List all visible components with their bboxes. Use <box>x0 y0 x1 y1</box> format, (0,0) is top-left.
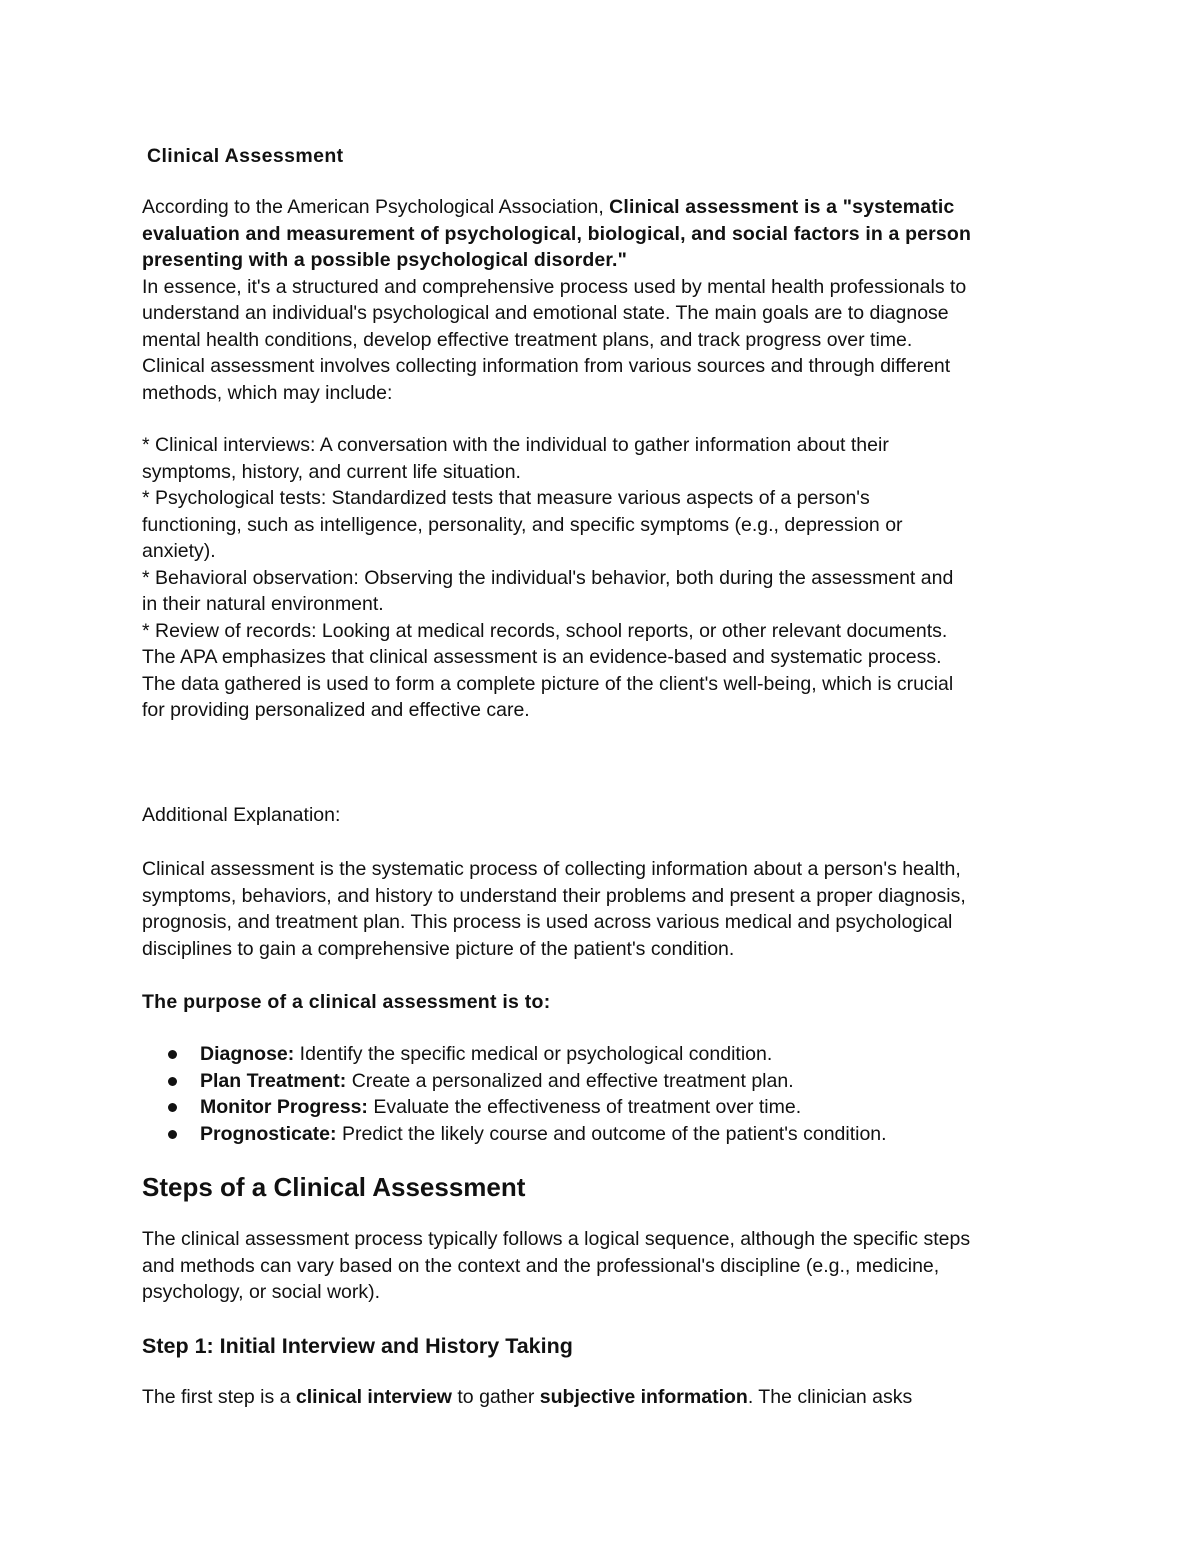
bullet-icon <box>168 1050 177 1059</box>
methods-line: symptoms, history, and current life situation. <box>142 460 521 483</box>
intro-line: methods, which may include: <box>142 381 393 404</box>
purpose-list <box>142 1041 887 1147</box>
methods-line: for providing personalized and effective care. <box>142 699 530 721</box>
intro-line: mental health conditions, develop effective treatment plans, and track progress over time. <box>142 328 913 351</box>
intro-line: understand an individual's psychological and emotional state. The main goals are to diagnose <box>142 302 949 324</box>
additional-explanation-paragraph <box>142 856 966 962</box>
intro-line: In essence, it's a structured and comprehensive process used by mental health professionals to <box>142 275 967 298</box>
methods-list <box>142 432 953 724</box>
list-item <box>142 1041 887 1068</box>
purpose-text: Evaluate the effectiveness of treatment over time. <box>367 1096 802 1118</box>
steps-line: psychology, or social work). <box>142 1281 381 1303</box>
steps-line: The clinical assessment process typically follows a logical sequence, although the specific steps <box>142 1228 971 1250</box>
steps-line: and methods can vary based on the context and the professional's discipline (e.g., medicine, <box>142 1254 940 1277</box>
additional-explanation-label: Additional Explanation: <box>142 804 341 826</box>
list-item <box>142 1094 887 1121</box>
additional-line: symptoms, behaviors, and history to understand their problems and present a proper diagnosis, <box>142 884 966 907</box>
methods-line: The data gathered is used to form a complete picture of the client's well-being, which is crucial <box>142 672 954 695</box>
apa-quote-line: presenting with a possible psychological disorder." <box>142 249 627 271</box>
step1-paragraph <box>142 1384 912 1411</box>
additional-line: prognosis, and treatment plan. This process is used across various medical and psychological <box>142 911 953 933</box>
methods-line: * Review of records: Looking at medical records, school reports, or other relevant documents. <box>142 619 948 642</box>
step1-heading: Step 1: Initial Interview and History Taking <box>142 1334 573 1358</box>
step1-line <box>142 1384 912 1411</box>
list-item <box>142 1121 887 1148</box>
purpose-text: Predict the likely course and outcome of the patient's condition. <box>336 1122 887 1145</box>
bullet-icon <box>168 1103 177 1112</box>
intro-paragraph <box>142 194 971 406</box>
purpose-heading: The purpose of a clinical assessment is to: <box>142 991 551 1013</box>
steps-heading: Steps of a Clinical Assessment <box>142 1172 526 1202</box>
step1-bold-term: subjective information <box>539 1386 748 1408</box>
steps-paragraph <box>142 1226 970 1306</box>
step1-bold-term: clinical interview <box>295 1386 452 1408</box>
intro-lead: According to the American Psychological Association, <box>142 196 610 218</box>
step1-text: The first step is a <box>142 1386 296 1408</box>
purpose-term: Diagnose: <box>200 1043 295 1065</box>
purpose-text: Identify the specific medical or psychological condition. <box>294 1043 773 1065</box>
additional-line: disciplines to gain a comprehensive picture of the patient's condition. <box>142 937 735 960</box>
bullet-icon <box>168 1077 177 1086</box>
intro-line <box>142 194 971 221</box>
purpose-term: Prognosticate: <box>200 1122 337 1145</box>
document-title: Clinical Assessment <box>147 145 344 167</box>
intro-line: Clinical assessment involves collecting information from various sources and through different <box>142 355 951 377</box>
list-item <box>142 1068 887 1095</box>
bullet-icon <box>168 1130 177 1139</box>
methods-line: * Behavioral observation: Observing the individual's behavior, both during the assessment and <box>142 566 954 589</box>
methods-line: The APA emphasizes that clinical assessment is an evidence-based and systematic process. <box>142 646 942 668</box>
methods-line: functioning, such as intelligence, personality, and specific symptoms (e.g., depression or <box>142 513 903 536</box>
apa-quote-line: evaluation and measurement of psychological, biological, and social factors in a person <box>142 222 972 245</box>
step1-text: to gather <box>451 1386 540 1408</box>
step1-text: . The clinician asks <box>747 1386 913 1408</box>
purpose-term: Monitor Progress: <box>200 1096 368 1118</box>
methods-line: * Psychological tests: Standardized tests that measure various aspects of a person's <box>142 487 870 509</box>
purpose-term: Plan Treatment: <box>200 1069 347 1092</box>
apa-quote-start: Clinical assessment is a "systematic <box>609 196 955 218</box>
methods-line: anxiety). <box>142 540 216 562</box>
methods-line: in their natural environment. <box>142 593 384 615</box>
additional-line: Clinical assessment is the systematic process of collecting information about a person's health, <box>142 858 961 880</box>
purpose-text: Create a personalized and effective treatment plan. <box>346 1069 794 1092</box>
methods-line: * Clinical interviews: A conversation with the individual to gather information about their <box>142 434 889 456</box>
